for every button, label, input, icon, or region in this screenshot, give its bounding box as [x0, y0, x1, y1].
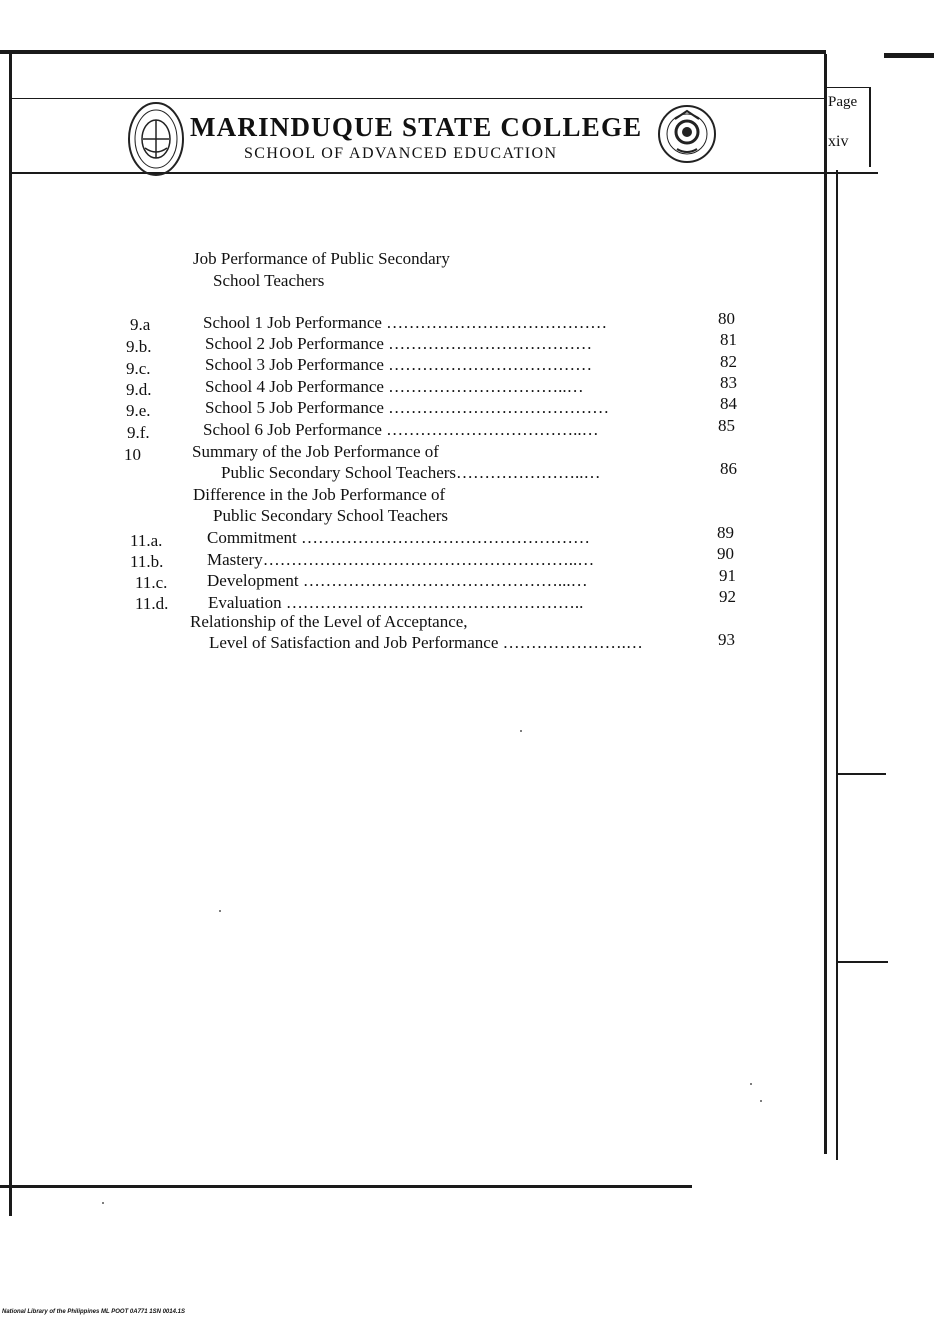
- summary-number: 10: [124, 445, 141, 464]
- entry-page: 85: [718, 416, 735, 435]
- right-tick-rule-1: [836, 773, 886, 775]
- entry-title: Development ………………………………………...…: [207, 571, 588, 590]
- entry-title: School 3 Job Performance ………………………………: [205, 355, 593, 374]
- pagebox-right-rule: [869, 87, 871, 167]
- left-border-rule: [9, 54, 12, 1216]
- section-heading-line-1: Job Performance of Public Secondary: [193, 249, 450, 268]
- entry-title: Evaluation ……………………………………………..: [208, 593, 584, 612]
- entry-page: 84: [720, 394, 737, 413]
- summary-title-line-2: Public Secondary School Teachers…………………..…: [221, 463, 601, 482]
- entry-title: School 2 Job Performance ………………………………: [205, 334, 593, 353]
- entry-page: 90: [717, 544, 734, 563]
- entry-number: 11.b.: [130, 552, 164, 571]
- entry-number: 11.a.: [130, 531, 163, 550]
- entry-title: School 6 Job Performance ……………………………..…: [203, 420, 599, 439]
- scan-speck: [102, 1202, 104, 1204]
- entry-page: 81: [720, 330, 737, 349]
- section-heading-line-2: Level of Satisfaction and Job Performance ………………….…: [209, 633, 643, 652]
- top-right-rule: [884, 53, 934, 58]
- footer-library-stamp: National Library of the Philippines ML POOT 0A771 1SN 0014.1S: [2, 1309, 185, 1315]
- summary-page: 86: [720, 459, 737, 478]
- section-heading-line-2: Public Secondary School Teachers: [213, 506, 449, 525]
- right-outer-rule: [836, 170, 838, 1160]
- entry-number: 9.c.: [126, 359, 151, 378]
- top-border-rule: [0, 50, 826, 54]
- entry-page: 91: [719, 566, 736, 585]
- right-tick-rule-2: [836, 961, 888, 963]
- entry-number: 9.e.: [126, 401, 151, 420]
- entry-title: School 1 Job Performance …………………………………: [203, 313, 608, 332]
- entry-title: Commitment ……………………………………………: [207, 528, 590, 547]
- section-heading-line-1: Difference in the Job Performance of: [193, 485, 446, 504]
- entry-number: 9.b.: [126, 337, 152, 356]
- section-heading-line-1: Relationship of the Level of Acceptance,: [190, 612, 468, 631]
- college-name: MARINDUQUE STATE COLLEGE: [190, 112, 643, 142]
- scan-speck: [750, 1083, 752, 1085]
- entry-number: 11.d.: [135, 594, 169, 613]
- summary-title-line-1: Summary of the Job Performance of: [192, 442, 439, 461]
- college-seal-icon: [127, 100, 185, 178]
- page-column-label: Page: [828, 94, 858, 110]
- entry-number: 9.d.: [126, 380, 152, 399]
- entry-page: 82: [720, 352, 737, 371]
- page-number: xiv: [828, 133, 849, 150]
- entry-title: School 5 Job Performance …………………………………: [205, 398, 610, 417]
- entry-number: 11.c.: [135, 573, 168, 592]
- entry-number: 9.a: [130, 315, 151, 334]
- scan-speck: [219, 910, 221, 912]
- section-heading-line-2: School Teachers: [213, 271, 325, 290]
- entry-page: 80: [718, 309, 735, 328]
- entry-number: 9.f.: [127, 423, 150, 442]
- entry-page: 92: [719, 587, 736, 606]
- entry-page: 83: [720, 373, 737, 392]
- entry-title: School 4 Job Performance …………………………..…: [205, 377, 584, 396]
- right-border-rule: [824, 54, 827, 1154]
- pagebox-top-rule: [826, 87, 870, 88]
- school-seal-icon: [657, 99, 717, 169]
- entry-title: Mastery………………………………………………..…: [207, 550, 595, 569]
- entry-page: 93: [718, 630, 735, 649]
- school-name: SCHOOL OF ADVANCED EDUCATION: [244, 145, 558, 162]
- scan-speck: [760, 1100, 762, 1102]
- entry-page: 89: [717, 523, 734, 542]
- scan-speck: [520, 730, 522, 732]
- bottom-border-rule: [0, 1185, 692, 1188]
